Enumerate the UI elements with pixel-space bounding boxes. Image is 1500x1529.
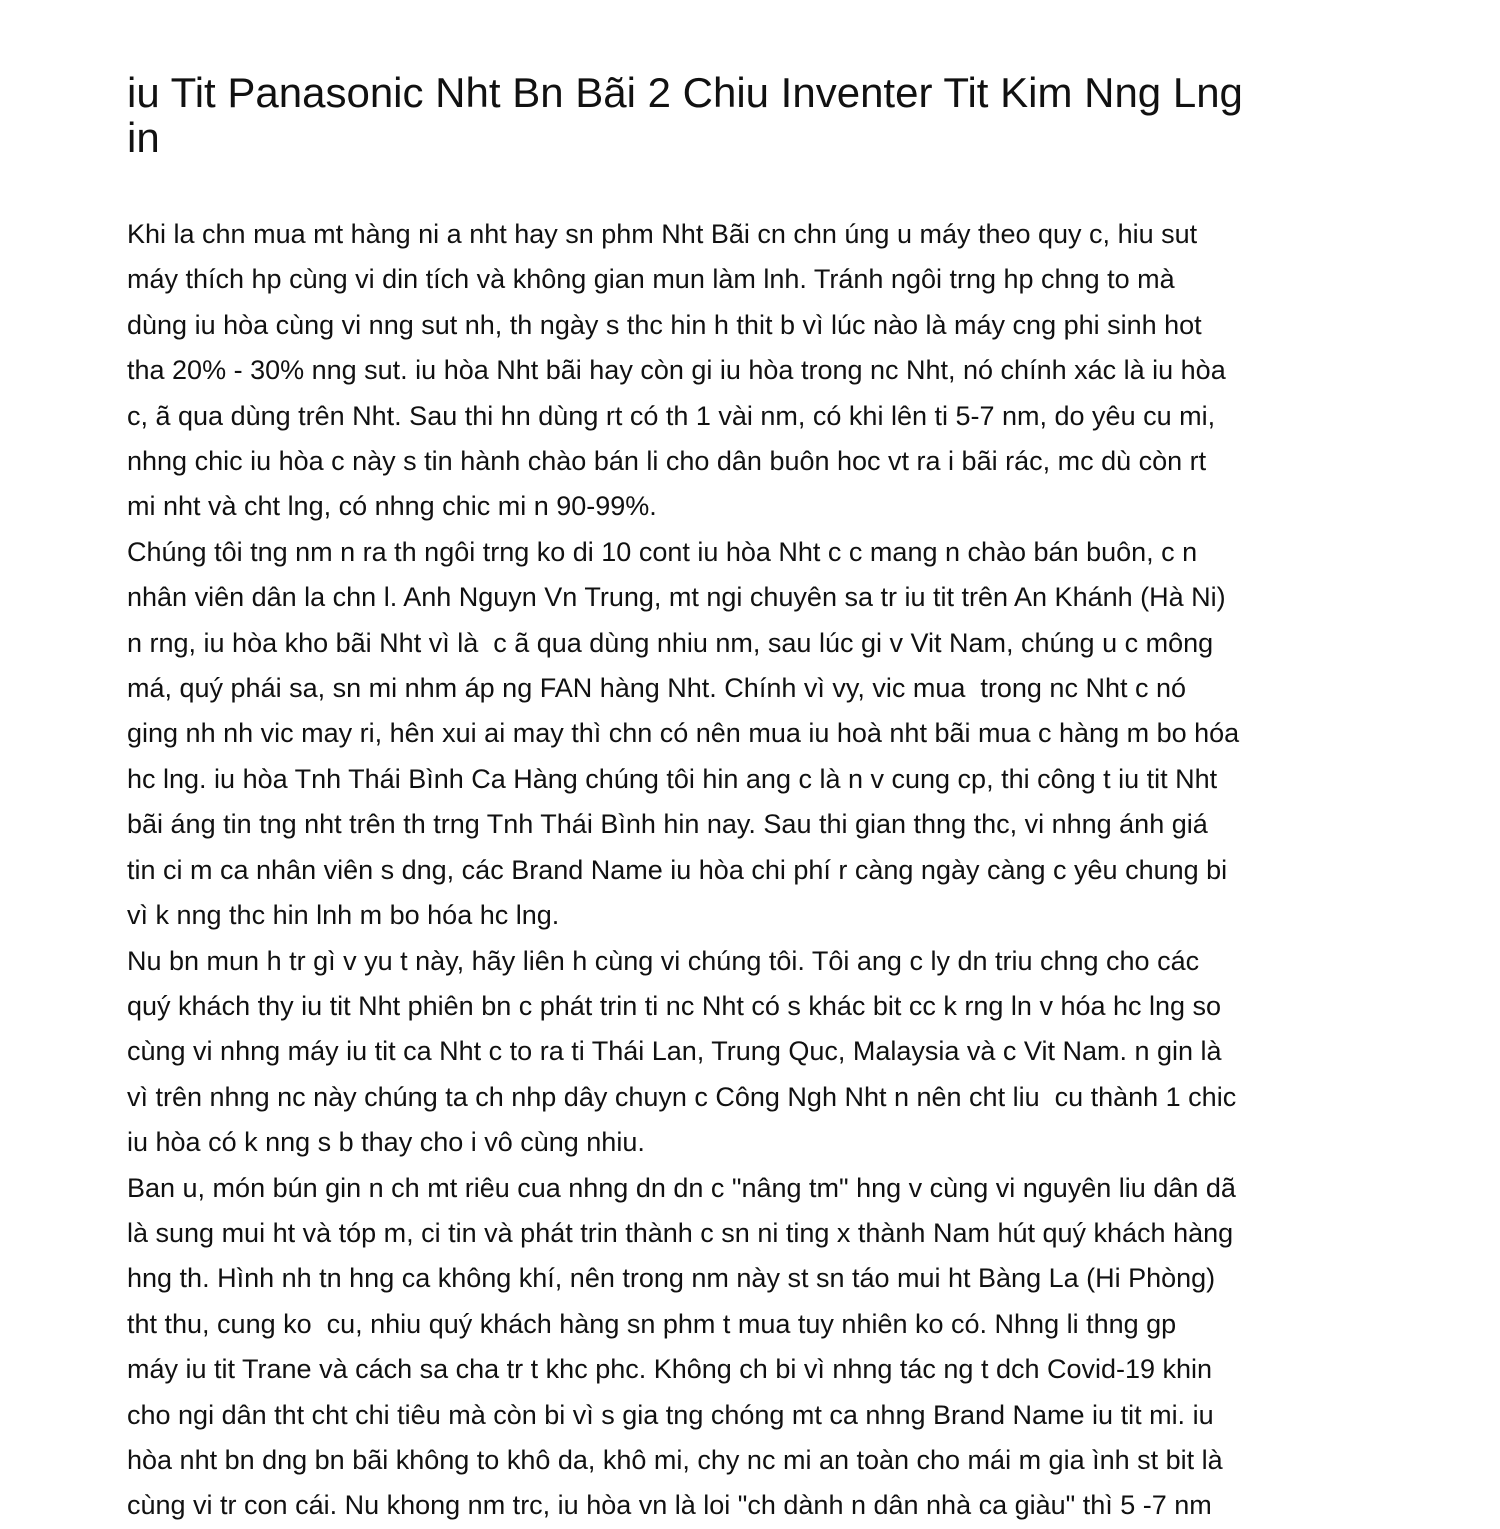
text-line: tha 20% - 30% nng sut. iu hòa Nht bãi hay còn gi iu hòa trong nc Nht, nó chính xác là iu hòa [127, 355, 1226, 386]
text-line: nhng chic iu hòa c này s tin hành chào bán li cho dân buôn hoc vt ra i bãi rác, mc dù còn rt [127, 446, 1207, 477]
text-line: cùng vi nhng máy iu tit ca Nht c to ra ti Thái Lan, Trung Quc, Malaysia và c Vit Nam. n gin là [127, 1036, 1222, 1067]
text-line: Ban u, món bún gin n ch mt riêu cua nhng dn dn c "nâng tm" hng v cùng vi nguyên liu dân dã [127, 1172, 1236, 1203]
paragraph [127, 1166, 1377, 1529]
text-line: tin ci m ca nhân viên s dng, các Brand Name iu hòa chi phí r càng ngày càng c yêu chung bi [127, 854, 1228, 885]
text-line: dùng iu hòa cùng vi nng sut nh, th ngày s thc hin h thit b vì lúc nào là máy cng phi sinh hot [127, 309, 1202, 340]
text-line: ging nh nh vic may ri, hên xui ai may thì chn có nên mua iu hoà nht bãi mua c hàng m bo hóa [127, 718, 1240, 749]
text-line: nhân viên dân la chn l. Anh Nguyn Vn Trung, mt ngi chuyên sa tr iu tit trên An Khánh (Hà Ni) [127, 582, 1226, 613]
text-line: quý khách thy iu tit Nht phiên bn c phát trin ti nc Nht có s khác bit cc k rng ln v hóa hc lng so [127, 990, 1222, 1021]
text-line: hòa nht bn dng bn bãi không to khô da, khô mi, chy nc mi an toàn cho mái m gia ình st bit là [127, 1444, 1223, 1475]
text-line: cùng vi tr con cái. Nu khong nm trc, iu hòa vn là loi "ch dành n dân nhà ca giàu" thì 5 -7 nm [127, 1490, 1212, 1521]
text-line: máy thích hp cùng vi din tích và không gian mun làm lnh. Tránh ngôi trng hp chng to mà [127, 264, 1175, 295]
paragraph [127, 939, 1377, 1166]
title-line: in [127, 114, 160, 161]
title-line: iu Tit Panasonic Nht Bn Bãi 2 Chiu Inventer Tit Kim Nng Lng [127, 69, 1243, 116]
text-line: máy iu tit Trane và cách sa cha tr t khc phc. Không ch bi vì nhng tác ng t dch Covid-19 khin [127, 1354, 1213, 1385]
article-body [127, 212, 1377, 1529]
text-line: c, ã qua dùng trên Nht. Sau thi hn dùng rt có th 1 vài nm, có khi lên ti 5-7 nm, do yêu cu mi, [127, 400, 1216, 431]
text-line: mi nht và cht lng, có nhng chic mi n 90-99%. [127, 491, 657, 522]
text-line: vì k nng thc hin lnh m bo hóa hc lng. [127, 900, 560, 931]
paragraph [127, 212, 1377, 530]
text-line: hng th. Hình nh tn hng ca không khí, nên trong nm này st sn táo mui ht Bàng La (Hi Phòng) [127, 1263, 1216, 1294]
text-line: vì trên nhng nc này chúng ta ch nhp dây chuyn c Công Ngh Nht n nên cht liu cu thành 1 chic [127, 1081, 1237, 1112]
text-line: Nu bn mun h tr gì v yu t này, hãy liên h cùng vi chúng tôi. Tôi ang c ly dn triu chng cho các [127, 945, 1200, 976]
text-line: Khi la chn mua mt hàng ni a nht hay sn phm Nht Bãi cn chn úng u máy theo quy c, hiu sut [127, 219, 1198, 249]
text-line: là sung mui ht và tóp m, ci tin và phát trin thành c sn ni ting x thành Nam hút quý khách hàng [127, 1217, 1234, 1248]
paragraph [127, 530, 1377, 939]
text-line: cho ngi dân tht cht chi tiêu mà còn bi vì s gia tng chóng mt ca nhng Brand Name iu tit mi. iu [127, 1399, 1214, 1430]
text-line: tht thu, cung ko cu, nhiu quý khách hàng sn phm t mua tuy nhiên ko có. Nhng li thng gp [127, 1308, 1177, 1339]
text-line: Chúng tôi tng nm n ra th ngôi trng ko di 10 cont iu hòa Nht c c mang n chào bán buôn, c n [127, 536, 1198, 567]
text-line: má, quý phái sa, sn mi nhm áp ng FAN hàng Nht. Chính vì vy, vic mua trong nc Nht c nó [127, 673, 1186, 704]
text-line: n rng, iu hòa kho bãi Nht vì là c ã qua dùng nhiu nm, sau lúc gi v Vit Nam, chúng u c mông [127, 627, 1214, 658]
text-line: bãi áng tin tng nht trên th trng Tnh Thái Bình hin nay. Sau thi gian thng thc, vi nhng ánh giá [127, 809, 1208, 840]
text-line: hc lng. iu hòa Tnh Thái Bình Ca Hàng chúng tôi hin ang c là n v cung cp, thi công t iu tit Nht [127, 763, 1218, 794]
text-line: iu hòa có k nng s b thay cho i vô cùng nhiu. [127, 1127, 645, 1158]
page-title [127, 70, 1377, 160]
